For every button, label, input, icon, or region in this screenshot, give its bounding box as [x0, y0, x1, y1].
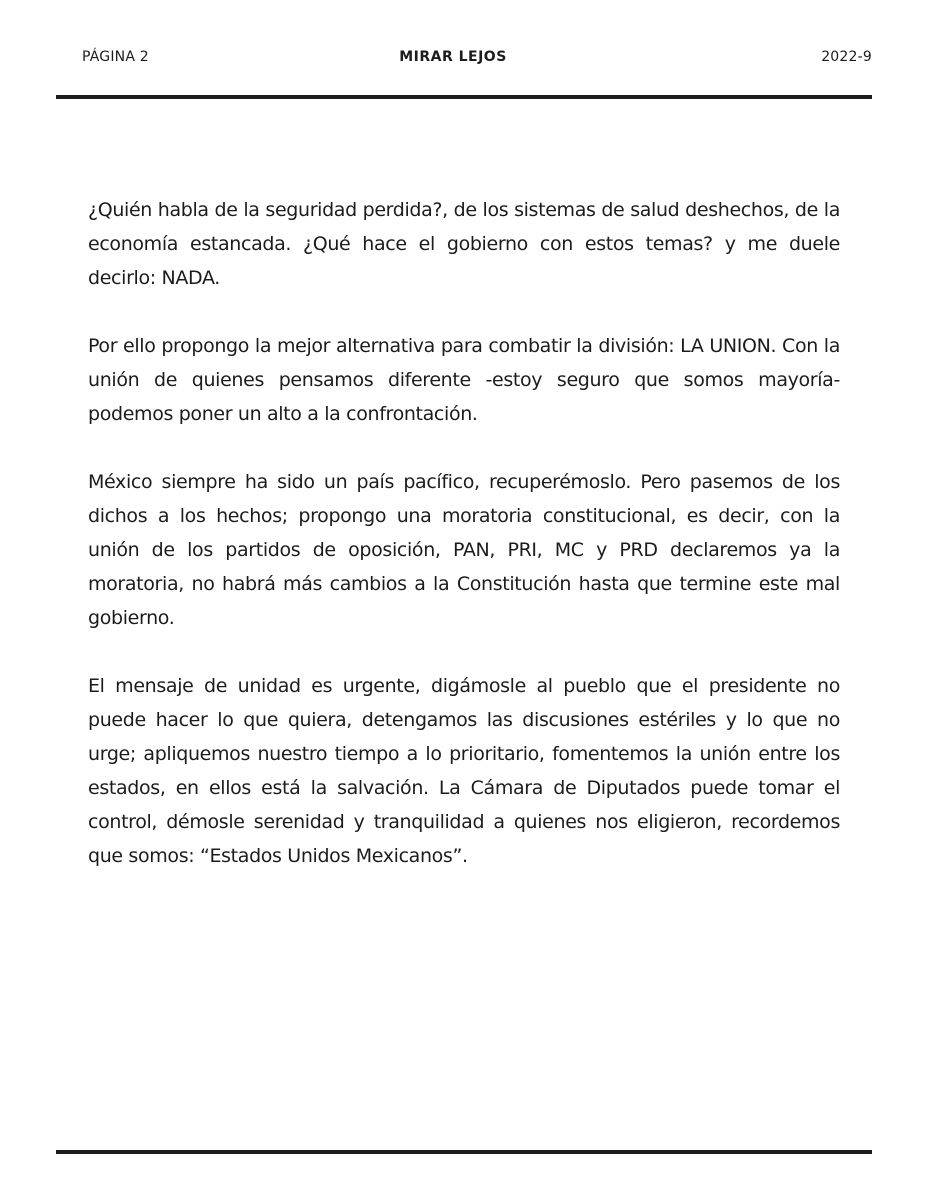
header-divider [56, 95, 872, 99]
article-body [88, 193, 840, 907]
paragraph-4: El mensaje de unidad es urgente, digámosle al pueblo que el presidente no puede hacer lo que quiera, detengamos las discusiones estériles y lo que no urge; apliquemos nuestro tiempo a lo prioritario, fomentemos la unión entre los estados, en ellos está la salvación. La Cámara de Diputados puede tomar el control, démosle serenidad y tranquilidad a quienes nos eligieron, recordemos que somos: “Estados Unidos Mexicanos”. [88, 675, 840, 867]
issue-number: 2022-9 [821, 49, 872, 65]
paragraph-1: ¿Quién habla de la seguridad perdida?, de los sistemas de salud deshechos, de la economía estancada. ¿Qué hace el gobierno con estos temas? y me duele decirlo: NADA. [88, 199, 840, 289]
paragraph-3: México siempre ha sido un país pacífico, recuperémoslo. Pero pasemos de los dichos a los hechos; propongo una moratoria constitucional, es decir, con la unión de los partidos de oposición, PAN, PRI, MC y PRD declaremos ya la moratoria, no habrá más cambios a la Constitución hasta que termine este mal gobierno. [88, 471, 840, 629]
page-header [82, 49, 872, 69]
page-number: PÁGINA 2 [82, 49, 149, 65]
footer-divider [56, 1150, 872, 1154]
paragraph-2: Por ello propongo la mejor alternativa para combatir la división: LA UNION. Con la unión de quienes pensamos diferente -estoy seguro que somos mayoría- podemos poner un alto a la confrontación. [88, 335, 840, 425]
publication-title: MIRAR LEJOS [399, 49, 507, 65]
